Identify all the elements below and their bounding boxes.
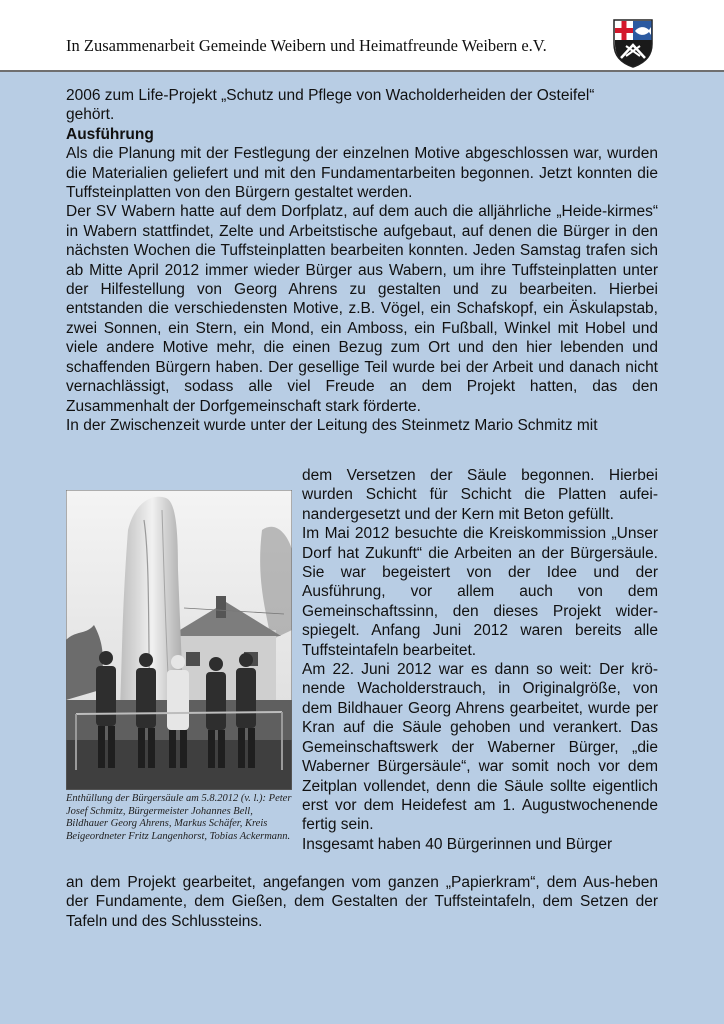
side-column — [302, 466, 658, 854]
photo-figure — [66, 490, 292, 843]
page-header — [0, 0, 724, 72]
paragraph-1: Als die Planung mit der Festlegung der einzelnen Motive abgeschlossen war, wurden die Materialien geliefert und mit den Fundamentarbeiten begonnen. Jetzt konnten die Tuffsteinplatten von den Bürgern gestaltet werden. — [66, 145, 658, 202]
paragraph-5: Am 22. Juni 2012 war es dann so weit: Der krö-nende Wacholderstrauch, in Originalgröße, von dem Bildhauer Georg Ahrens gearbeitet, wurde per Kran auf die Säule gehoben und verankert. Das Gemeinschaftswerk der Waberner Bürger, „die Waberner Bürgersäule“, war somit noch vor dem Zeitplan vollendet, denn die Säule sollte eigentlich erst vor dem Heidefest am 1. Augustwochenende fertig sein. — [302, 661, 658, 834]
paragraph-3-start: In der Zwischenzeit wurde unter der Leitung des Steinmetz Mario Schmitz mit — [66, 416, 598, 434]
paragraph-6-rest: an dem Projekt gearbeitet, angefangen vom ganzen „Papierkram“, dem Aus-heben der Fundamente, dem Gießen, dem Gestalten der Tuffsteintafeln, dem Setzen der Tafeln und des Schlussteins. — [66, 874, 658, 930]
paragraph-3-rest: dem Versetzen der Säule begonnen. Hierbei wurden Schicht für Schicht die Platten aufei-nandergesetzt und der Kern mit Beton gefüllt. — [302, 467, 658, 523]
main-content — [66, 86, 658, 435]
intro-line-1: 2006 zum Life-Projekt „Schutz und Pflege von Wacholderheiden der Osteifel“ — [66, 87, 595, 104]
photo-caption: Enthüllung der Bürgersäule am 5.8.2012 (v. l.): Peter Josef Schmitz, Bürgermeister Johannes Bell, Bildhauer Georg Ahrens, Markus Schäfer, Kreis Beigeordneter Fritz Langenhorst, Tobias Ackermann. — [66, 793, 292, 842]
paragraph-2: Der SV Wabern hatte auf dem Dorfplatz, auf dem auch die alljährliche „Heide-kirmes“ in Wabern stattfindet, Zelte und Arbeitstische aufgebaut, auf denen die Bürger in den nächsten Wochen die Tuffsteinplatten bearbeiten konnten. Jeden Samstag trafen sich ab Mitte April 2012 immer wieder Bürger aus Wabern, um ihre Tuffsteinplatten unter der Hilfestellung von Georg Ahrens zu gestalten und zu bearbeiten. Hierbei entstanden die verschiedensten Motive, z.B. Vögel, ein Schafskopf, ein Äskulapstab, zwei Sonnen, ein Stern, ein Mond, ein Amboss, ein Fußball, Winkel mit Hobel und viele andere Motive mehr, die einen Bezug zum Ort und den hier lebenden und schaffenden Bürgern haben. Der gesellige Teil wurde bei der Arbeit und danach nicht vernachlässigt, sodass alle viel Freude an dem Projekt hatten, das den Zusammenhalt der Dorfgemeinschaft stark förderte. — [66, 203, 658, 415]
paragraph-4: Im Mai 2012 besuchte die Kreiskommission „Unser Dorf hat Zukunft“ die Arbeiten an der Bürgersäule. Sie war begeistert von der Idee und der Ausführung, vor allem auch von dem Gemeinschaftssinn, den dieses Projekt wider-spiegelt. Anfang Juni 2012 waren bereits alle Tuffsteintafeln bearbeitet. — [302, 525, 658, 659]
bottom-text — [66, 873, 658, 931]
header-title: In Zusammenarbeit Gemeinde Weibern und Heimatfreunde Weibern e.V. — [66, 36, 547, 55]
paragraph-6-start: Insgesamt haben 40 Bürgerinnen und Bürger — [302, 835, 613, 853]
coat-of-arms-icon — [612, 18, 654, 68]
section-heading: Ausführung — [66, 125, 154, 143]
intro-line-2: gehört. — [66, 106, 115, 124]
unveiling-photo — [66, 490, 292, 790]
